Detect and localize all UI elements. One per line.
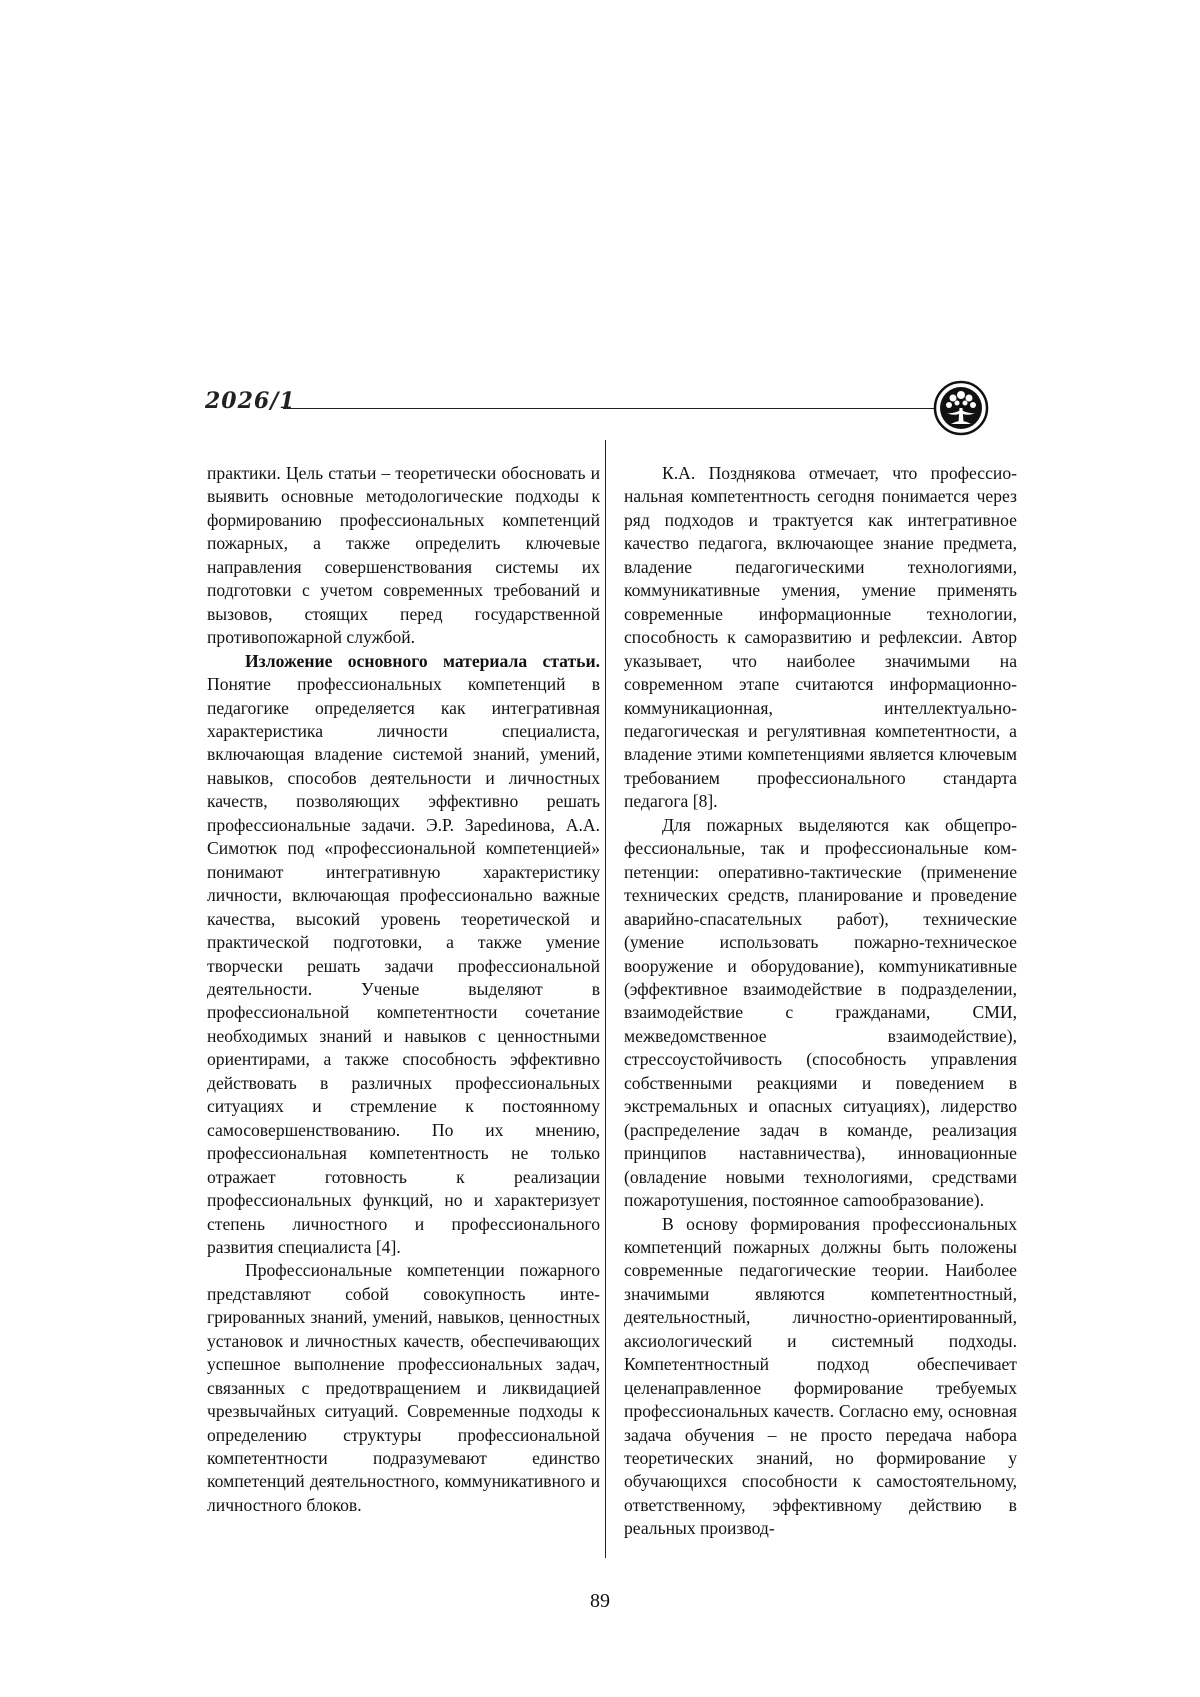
left-column [207, 462, 600, 1517]
paragraph: практики. Цель статьи – теоретически обосновать и выявить основные методологические подходы к формированию профессиональных компетенций пожарных, а также определить ключевые направления совершенствования системы их подготовки с учетом современных требований и вызовов, стоящих перед государственной противопожарной службой. [207, 463, 600, 648]
paragraph: К.А. Позднякова отмечает, что профессиональная компетентность сегодня понимается через ряд подходов и трактуется как интегративное качество педагога, включающее знание предмета, владение педагогическими технологиями, коммуникативные умения, умение применять современные информационные технологии, способность к саморазвитию и рефлексии. Автор указывает, что наиболее значимыми на современном этапе считаются информационно-коммуникационная, интеллектуально-педагогическая и регулятивная компетентности, а владение этими компетенциями является ключевым требованием профессионального стандарта педагога [8]. [624, 463, 1017, 812]
paragraph: Для пожарных выделяются как общепрофессиональные, так и профессиональные компетенции: оперативно-тактические (применение технических средств, планирование и проведение аварийно-спасательных работ), технические (умение использовать пожарно-техническое вооружение и оборудование), комmуникативные (эффективное взаимодействие в подразделении, взаимодействие с гражданами, СМИ, межведомственное взаимодействие), стрессоустойчивость (способность управления собственными реакциями и поведением в экстремальных и опасных ситуациях), лидерство (распределение задач в команде, реализация принципов наставничества), инновационные (овладение новыми технологиями, средствами пожаротушения, постоянное саmообразование). [624, 814, 1017, 1211]
paragraph-text: Понятие профессиональных компетенций в педагогике определяется как интегративная характеристика личности специалиста, включающая владение системой знаний, умений, навыков, способов деятельности и личностных качеств, позволяющих эффективно решать профессиональные задачи. Э.Р. Зареdинова, А.А. Симотюк под «профессиональной компетенцией» понимают интегративную характеристику личности, включающая профессионально важные качества, высокий уровень теоретической и практической подготовки, а также умение творчески решать задачи профессиональной деятельности. Ученые выделяют в профессиональной компетентности сочетание необходимых знаний и навыков с ценностными ориентирами, а также способность эффективно действовать в различных профессиональных ситуациях и стремление к постоянному самосовершенствованию. По их мнению, профессиональная компетентность не только отражает готовность к реализации профессиональных функций, но и характеризует степень личностного и профессионального развития специалиста [4]. [207, 674, 600, 1257]
right-column [624, 462, 1017, 1541]
column-divider [605, 440, 606, 1558]
paragraph: Профессиональные компетенции пожарного представляют собой совокупность интегрированных знаний, умений, навыков, ценностных установок и личностных качеств, обеспечивающих успешное выполнение профессиональных задач, связанных с предотвращением и ликвидацией чрезвычайных ситуаций. Современные подходы к определению структуры профессиональной компетентности подразумевают единство компетенций деятельностного, коммуникативного и личностного блоков. [207, 1260, 600, 1515]
paragraph: В основу формирования профессиональных компетенций пожарных должны быть положены современные педагогические теории. Наиболее значимыми являются компетентностный, деятельностный, личностно-ориентированный, аксиологический и системный подходы. Компетентностный подход обеспечивает целенаправленное формирование требуемых профессиональных качеств. Согласно ему, основная задача обучения – не просто передача набора теоретических знаний, но формирование у обучающихся способности к самостоятельному, ответственному, эффективному действию в реальных производ- [624, 1213, 1017, 1539]
paragraph [207, 650, 600, 1260]
section-heading: Изложение основного материала статьи. [245, 650, 600, 671]
tree-emblem-icon [933, 380, 989, 436]
header-rule [283, 408, 939, 409]
page-number: 89 [590, 1590, 610, 1612]
issue-number: 2026/1 [205, 388, 296, 414]
page-header [205, 380, 1005, 440]
